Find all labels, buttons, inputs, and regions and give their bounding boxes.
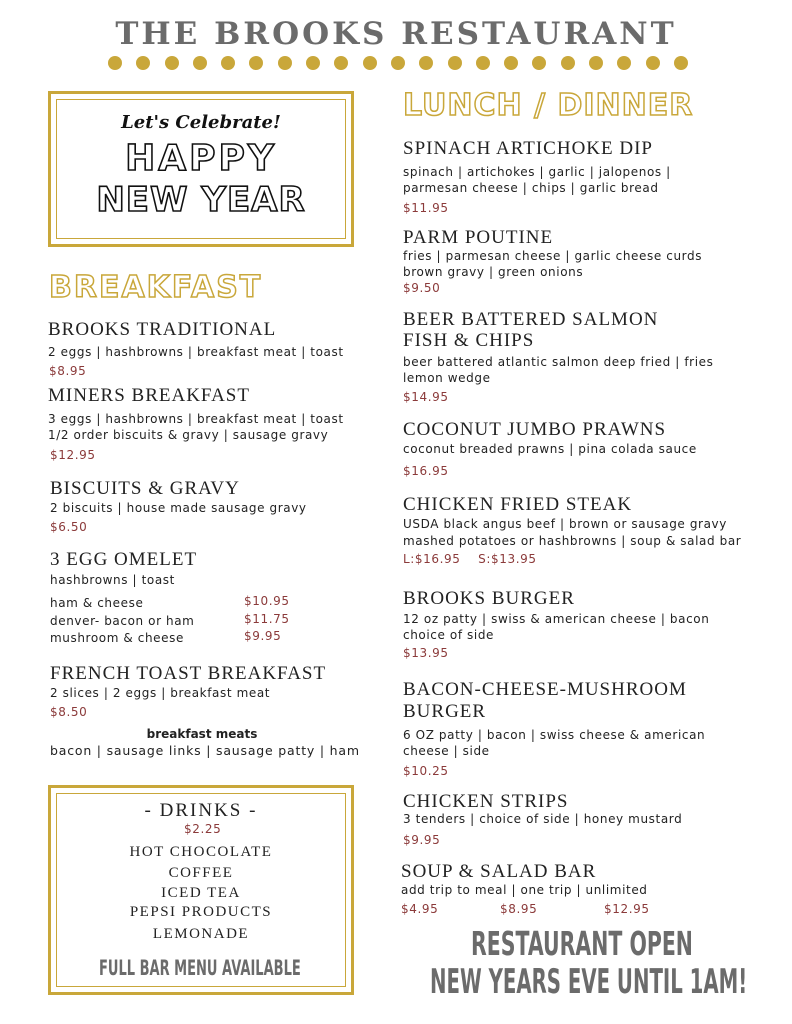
- menu-item-desc: choice of side: [403, 628, 495, 642]
- gold-dot: [249, 56, 263, 70]
- drinks-box: [48, 785, 354, 995]
- menu-item-name: FISH & CHIPS: [403, 330, 535, 351]
- menu-item-name: BACON-CHEESE-MUSHROOM: [403, 679, 687, 700]
- celebrate-box: [48, 91, 354, 247]
- full-bar-note: FULL BAR MENU AVAILABLE: [99, 956, 301, 980]
- menu-item-desc: beer battered atlantic salmon deep fried | fries: [403, 355, 714, 369]
- menu-item-name: FRENCH TOAST BREAKFAST: [50, 663, 327, 684]
- restaurant-title: THE BROOKS RESTAURANT: [115, 16, 677, 52]
- menu-item-price: $9.95: [403, 833, 441, 847]
- menu-item-desc: parmesan cheese | chips | garlic bread: [403, 181, 659, 195]
- menu-item-desc: 12 oz patty | swiss & american cheese | bacon: [403, 612, 710, 626]
- menu-item-price: $16.95: [403, 464, 449, 478]
- menu-item-name: COCONUT JUMBO PRAWNS: [403, 419, 667, 440]
- menu-item-desc: hashbrowns | toast: [50, 573, 175, 587]
- menu-item-name: PARM POUTINE: [403, 227, 554, 248]
- menu-item-price: $9.50: [403, 281, 441, 295]
- menu-item-desc: 6 OZ patty | bacon | swiss cheese & american: [403, 728, 706, 742]
- menu-item-desc: 2 slices | 2 eggs | breakfast meat: [50, 686, 271, 700]
- breakfast-meats-list: bacon | sausage links | sausage patty | ham: [50, 743, 360, 758]
- menu-item-price: $6.50: [50, 520, 88, 534]
- menu-item-name: BEER BATTERED SALMON: [403, 309, 659, 330]
- menu-item-desc: fries | parmesan cheese | garlic cheese curds: [403, 249, 703, 263]
- menu-item-desc: 3 eggs | hashbrowns | breakfast meat | toast: [48, 412, 344, 426]
- menu-item-price: $14.95: [403, 390, 449, 404]
- menu-item-name: BISCUITS & GRAVY: [50, 478, 240, 499]
- gold-dot: [334, 56, 348, 70]
- menu-item-name: BROOKS BURGER: [403, 588, 575, 609]
- gold-dot: [646, 56, 660, 70]
- menu-item-name: MINERS BREAKFAST: [48, 385, 250, 406]
- menu-item-desc: cheese | side: [403, 744, 490, 758]
- menu-item-name: SOUP & SALAD BAR: [401, 861, 597, 882]
- menu-item-name: CHICKEN STRIPS: [403, 791, 569, 812]
- drink-item: ICED TEA: [161, 885, 241, 901]
- celebrate-script: Let's Celebrate!: [121, 112, 281, 133]
- menu-item-price: $8.50: [50, 705, 88, 719]
- happy-text: HAPPY: [125, 138, 277, 179]
- menu-item-price: L:$16.95 S:$13.95: [403, 552, 537, 566]
- drink-item: LEMONADE: [152, 926, 250, 942]
- gold-dot: [391, 56, 405, 70]
- menu-item-price: $12.95: [50, 448, 96, 462]
- breakfast-meats-heading: breakfast meats: [146, 727, 258, 741]
- gold-dot: [448, 56, 462, 70]
- menu-item-desc: coconut breaded prawns | pina colada sauce: [403, 442, 697, 456]
- menu-item-name: 3 EGG OMELET: [50, 549, 198, 570]
- omelet-option-price: $10.95: [244, 594, 290, 608]
- gold-dot: [561, 56, 575, 70]
- menu-item-price: $8.95: [49, 364, 87, 378]
- gold-dot: [306, 56, 320, 70]
- drinks-heading: - DRINKS -: [144, 800, 258, 821]
- gold-dot: [589, 56, 603, 70]
- menu-item-desc: add trip to meal | one trip | unlimited: [401, 883, 648, 897]
- gold-dot: [221, 56, 235, 70]
- omelet-option-label: denver- bacon or ham: [50, 614, 195, 628]
- drink-item: HOT CHOCOLATE: [129, 844, 273, 860]
- menu-item-name: SPINACH ARTICHOKE DIP: [403, 138, 653, 159]
- omelet-option-label: ham & cheese: [50, 596, 144, 610]
- menu-item-price: $10.25: [403, 764, 449, 778]
- breakfast-heading: BREAKFAST: [49, 270, 263, 305]
- gold-dot-divider: [108, 56, 688, 70]
- gold-dot: [363, 56, 377, 70]
- salad-bar-price: $8.95: [500, 902, 538, 916]
- omelet-option-label: mushroom & cheese: [50, 631, 184, 645]
- gold-dot: [476, 56, 490, 70]
- gold-dot: [278, 56, 292, 70]
- menu-item-desc: 2 eggs | hashbrowns | breakfast meat | toast: [48, 345, 344, 359]
- menu-item-price: $13.95: [403, 646, 449, 660]
- menu-item-name: BURGER: [403, 701, 487, 722]
- menu-item-desc: mashed potatoes or hashbrowns | soup & salad bar: [403, 534, 742, 548]
- drinks-price: $2.25: [184, 822, 222, 836]
- gold-dot: [532, 56, 546, 70]
- menu-item-name: CHICKEN FRIED STEAK: [403, 494, 633, 515]
- gold-dot: [136, 56, 150, 70]
- gold-dot: [617, 56, 631, 70]
- menu-item-desc: spinach | artichokes | garlic | jalopenos |: [403, 165, 671, 179]
- menu-item-name: BROOKS TRADITIONAL: [48, 319, 277, 340]
- drink-item: COFFEE: [168, 865, 234, 881]
- menu-item-desc: brown gravy | green onions: [403, 265, 584, 279]
- drink-item: PEPSI PRODUCTS: [129, 904, 273, 920]
- gold-dot: [674, 56, 688, 70]
- menu-item-desc: lemon wedge: [403, 371, 491, 385]
- gold-dot: [504, 56, 518, 70]
- restaurant-open-line: RESTAURANT OPEN: [471, 924, 693, 963]
- menu-item-desc: 1/2 order biscuits & gravy | sausage gravy: [48, 428, 329, 442]
- new-year-text: NEW YEAR: [96, 180, 306, 220]
- omelet-option-price: $11.75: [244, 612, 290, 626]
- gold-dot: [419, 56, 433, 70]
- menu-item-desc: 3 tenders | choice of side | honey mustard: [403, 812, 683, 826]
- gold-dot: [193, 56, 207, 70]
- menu-item-price: $11.95: [403, 201, 449, 215]
- lunch-dinner-heading: LUNCH / DINNER: [403, 88, 694, 123]
- salad-bar-price: $12.95: [604, 902, 650, 916]
- menu-item-desc: USDA black angus beef | brown or sausage gravy: [403, 517, 727, 531]
- gold-dot: [165, 56, 179, 70]
- gold-dot: [108, 56, 122, 70]
- menu-item-desc: 2 biscuits | house made sausage gravy: [50, 501, 307, 515]
- omelet-option-price: $9.95: [244, 629, 282, 643]
- salad-bar-price: $4.95: [401, 902, 439, 916]
- new-years-eve-line: NEW YEARS EVE UNTIL 1AM!: [430, 962, 748, 1002]
